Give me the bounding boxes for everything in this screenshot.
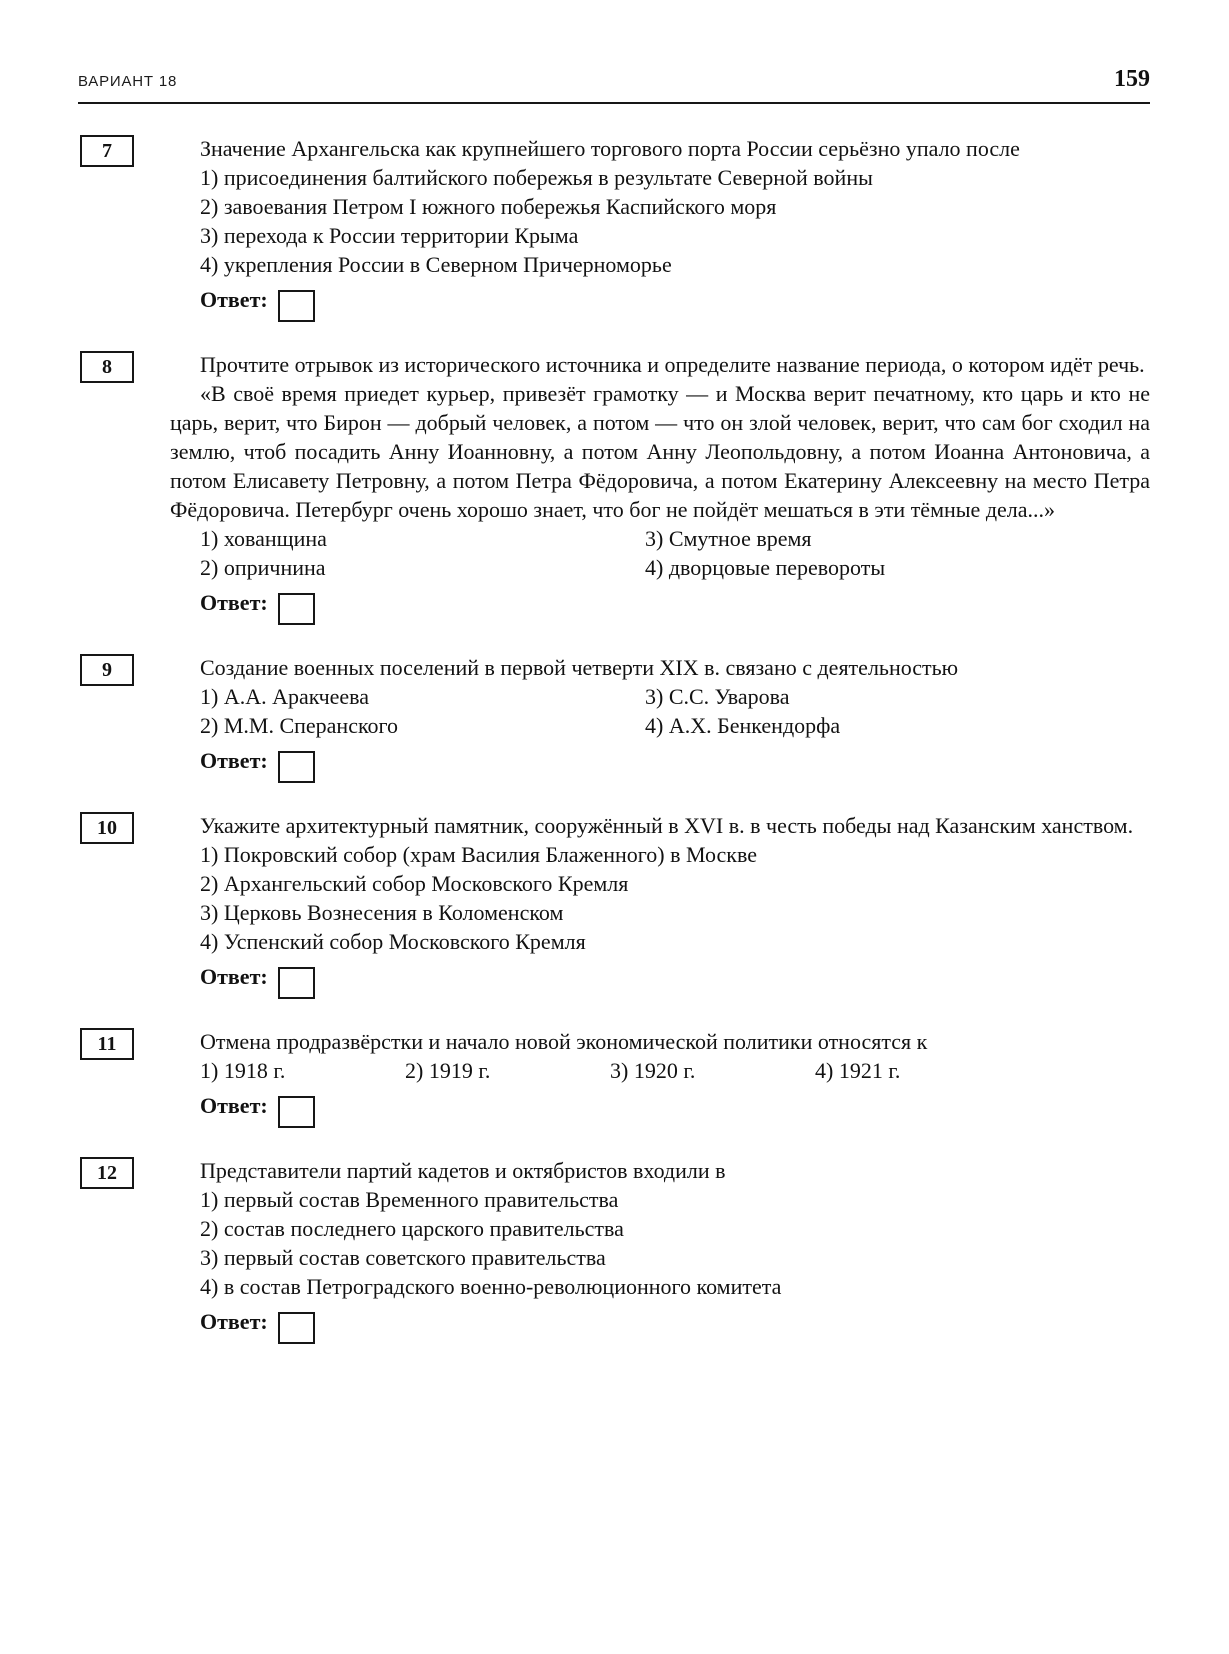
answer-label: Ответ: — [200, 1309, 268, 1334]
option-item: 1) первый состав Временного правительства — [200, 1187, 619, 1212]
question-11 — [78, 1027, 1150, 1129]
question-text: Отмена продразвёрстки и начало новой экономической политики относятся к — [200, 1029, 928, 1054]
option-item: 2) Архангельский собор Московского Кремля — [200, 871, 629, 896]
answer-box[interactable] — [278, 1096, 315, 1128]
question-number-box — [80, 812, 134, 844]
question-text: Создание военных поселений в первой четверти XIX в. связано с деятельностью — [200, 655, 959, 680]
question-body — [170, 1027, 1150, 1129]
question-body — [170, 1156, 1150, 1345]
question-number-box — [80, 351, 134, 383]
answer-label: Ответ: — [200, 964, 268, 989]
question-text: Прочтите отрывок из исторического источника и определите название периода, о котором идёт речь. — [200, 352, 1145, 377]
option-item: 3) перехода к России территории Крыма — [200, 223, 579, 248]
question-text: Укажите архитектурный памятник, сооружённый в XVI в. в честь победы над Казанским ханством. — [200, 813, 1134, 838]
option-item: 1) хованщина — [200, 526, 327, 551]
option-item: 2) 1919 г. — [405, 1058, 491, 1083]
question-number: 11 — [97, 1032, 117, 1055]
question-body — [170, 811, 1150, 1000]
question-text: Представители партий кадетов и октябристов входили в — [200, 1158, 726, 1183]
option-item: 1) Покровский собор (храм Василия Блаженного) в Москве — [200, 842, 758, 867]
question-8 — [78, 350, 1150, 626]
option-item: 3) Смутное время — [645, 526, 812, 551]
option-item: 1) А.А. Аракчеева — [200, 684, 370, 709]
options-inline-row — [170, 1056, 1150, 1085]
answer-label: Ответ: — [200, 748, 268, 773]
options-list — [170, 840, 1150, 956]
question-body — [170, 653, 1150, 784]
answer-label: Ответ: — [200, 1093, 268, 1118]
option-item: 3) первый состав советского правительства — [200, 1245, 606, 1270]
question-10 — [78, 811, 1150, 1000]
variant-label: ВАРИАНТ 18 — [78, 73, 178, 90]
question-number: 7 — [102, 139, 112, 162]
header-rule — [78, 102, 1150, 104]
answer-box[interactable] — [278, 751, 315, 783]
answer-row — [170, 746, 1150, 784]
question-12 — [78, 1156, 1150, 1345]
option-item: 3) С.С. Уварова — [645, 684, 790, 709]
answer-row — [170, 588, 1150, 626]
question-number: 9 — [102, 658, 112, 681]
answer-row — [170, 1307, 1150, 1345]
question-body — [170, 350, 1150, 626]
option-item: 1) 1918 г. — [200, 1058, 286, 1083]
option-item: 4) А.Х. Бенкендорфа — [645, 713, 841, 738]
answer-row — [170, 285, 1150, 323]
question-number-box — [80, 1157, 134, 1189]
option-item: 4) дворцовые перевороты — [645, 555, 886, 580]
option-item: 2) завоевания Петром I южного побережья Каспийского моря — [200, 194, 777, 219]
answer-label: Ответ: — [200, 590, 268, 615]
options-two-columns — [170, 524, 1150, 582]
question-number: 10 — [97, 816, 117, 839]
option-item: 2) состав последнего царского правительства — [200, 1216, 624, 1241]
question-body — [170, 134, 1150, 323]
question-number: 8 — [102, 355, 112, 378]
question-number-box — [80, 135, 134, 167]
option-item: 2) М.М. Сперанского — [200, 713, 399, 738]
options-two-columns — [170, 682, 1150, 740]
page-number: 159 — [1114, 66, 1150, 92]
answer-row — [170, 962, 1150, 1000]
option-item: 3) 1920 г. — [610, 1058, 696, 1083]
answer-row — [170, 1091, 1150, 1129]
question-text: Значение Архангельска как крупнейшего торгового порта России серьёзно упало после — [200, 136, 1020, 161]
option-item: 4) 1921 г. — [815, 1058, 901, 1083]
answer-box[interactable] — [278, 593, 315, 625]
question-9 — [78, 653, 1150, 784]
option-item: 4) Успенский собор Московского Кремля — [200, 929, 586, 954]
answer-box[interactable] — [278, 290, 315, 322]
answer-label: Ответ: — [200, 287, 268, 312]
answer-box[interactable] — [278, 967, 315, 999]
options-list — [170, 163, 1150, 279]
quote-paragraph: «В своё время приедет курьер, привезёт грамотку — и Москва верит печатному, кто царь и кто не царь, верит, что Бирон — добрый человек, а потом — что он злой человек, верит, что сам бог сходил на землю, чтоб посадить Анну Иоанновну, а потом Анну Леопольдовну, а потом Иоанна Антоновича, а потом Елисавету Петровну, а потом Петра Фёдоровича, а потом Екатерину Алексеевну на место Петра Фёдоровича. Петербург очень хорошо знает, что бог не пойдёт мешаться в эти тёмные дела...» — [170, 381, 1150, 522]
question-number-box — [80, 654, 134, 686]
option-item: 2) опричнина — [200, 555, 326, 580]
option-item: 1) присоединения балтийского побережья в результате Северной войны — [200, 165, 873, 190]
option-item: 4) укрепления России в Северном Причерноморье — [200, 252, 672, 277]
page-header — [78, 66, 1150, 93]
options-list — [170, 1185, 1150, 1301]
option-item: 4) в состав Петроградского военно-революционного комитета — [200, 1274, 782, 1299]
question-number: 12 — [97, 1161, 117, 1184]
question-number-box — [80, 1028, 134, 1060]
option-item: 3) Церковь Вознесения в Коломенском — [200, 900, 564, 925]
question-7 — [78, 134, 1150, 323]
answer-box[interactable] — [278, 1312, 315, 1344]
